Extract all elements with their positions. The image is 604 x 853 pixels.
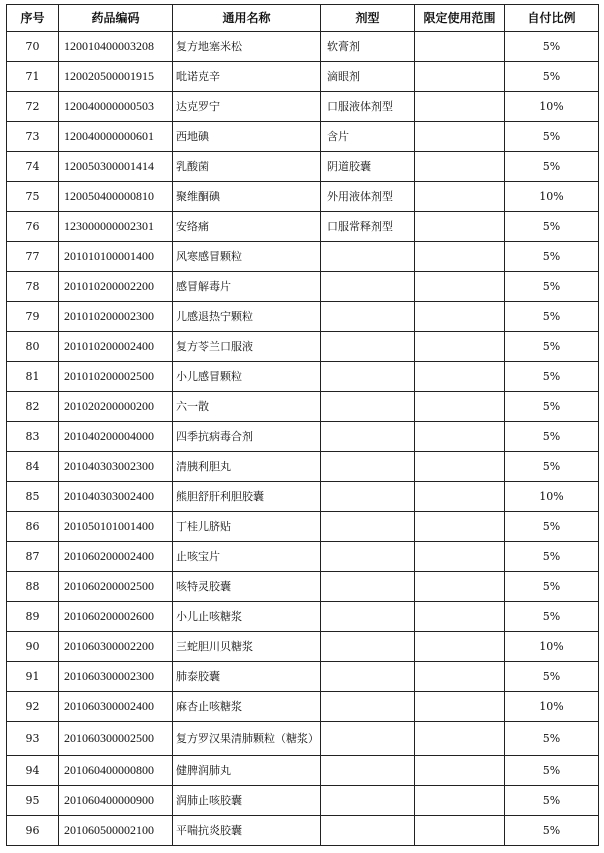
row-name: 儿感退热宁颗粒 xyxy=(173,302,321,332)
row-name: 润肺止咳胶囊 xyxy=(173,786,321,816)
row-name: 小儿止咳糖浆 xyxy=(173,602,321,632)
table-row xyxy=(7,122,599,152)
row-scope xyxy=(415,302,505,332)
row-code: 120020500001915 xyxy=(59,62,173,92)
row-no: 90 xyxy=(7,632,59,662)
row-scope xyxy=(415,212,505,242)
row-ratio: 5% xyxy=(505,722,599,756)
row-ratio: 10% xyxy=(505,182,599,212)
row-scope xyxy=(415,482,505,512)
row-ratio: 10% xyxy=(505,482,599,512)
row-code: 201040303002400 xyxy=(59,482,173,512)
row-no: 83 xyxy=(7,422,59,452)
table-row xyxy=(7,152,599,182)
row-form xyxy=(321,692,415,722)
table-row xyxy=(7,816,599,846)
table-row xyxy=(7,756,599,786)
row-ratio: 5% xyxy=(505,62,599,92)
row-code: 201010200002300 xyxy=(59,302,173,332)
row-form xyxy=(321,392,415,422)
row-scope xyxy=(415,572,505,602)
row-no: 85 xyxy=(7,482,59,512)
table-row xyxy=(7,212,599,242)
row-ratio: 5% xyxy=(505,662,599,692)
table-row xyxy=(7,92,599,122)
row-form xyxy=(321,786,415,816)
row-form xyxy=(321,756,415,786)
row-form xyxy=(321,572,415,602)
row-code: 201010200002200 xyxy=(59,272,173,302)
row-code: 120010400003208 xyxy=(59,32,173,62)
row-no: 93 xyxy=(7,722,59,756)
row-no: 78 xyxy=(7,272,59,302)
row-name: 三蛇胆川贝糖浆 xyxy=(173,632,321,662)
row-form: 软膏剂 xyxy=(321,32,415,62)
row-scope xyxy=(415,542,505,572)
row-form xyxy=(321,422,415,452)
row-no: 70 xyxy=(7,32,59,62)
row-code: 201040303002300 xyxy=(59,452,173,482)
row-name: 乳酸菌 xyxy=(173,152,321,182)
header-code: 药品编码 xyxy=(59,5,173,32)
row-ratio: 5% xyxy=(505,816,599,846)
row-scope xyxy=(415,786,505,816)
row-code: 120040000000601 xyxy=(59,122,173,152)
row-form xyxy=(321,272,415,302)
row-form xyxy=(321,332,415,362)
row-ratio: 10% xyxy=(505,632,599,662)
row-code: 201010200002400 xyxy=(59,332,173,362)
row-ratio: 5% xyxy=(505,332,599,362)
row-code: 201060200002400 xyxy=(59,542,173,572)
row-no: 71 xyxy=(7,62,59,92)
row-ratio: 5% xyxy=(505,392,599,422)
row-code: 201060300002500 xyxy=(59,722,173,756)
row-scope xyxy=(415,452,505,482)
table-row xyxy=(7,422,599,452)
row-form xyxy=(321,362,415,392)
row-form xyxy=(321,816,415,846)
row-scope xyxy=(415,662,505,692)
row-name: 六一散 xyxy=(173,392,321,422)
row-form xyxy=(321,542,415,572)
row-form xyxy=(321,602,415,632)
row-no: 95 xyxy=(7,786,59,816)
row-code: 123000000002301 xyxy=(59,212,173,242)
row-name: 吡诺克辛 xyxy=(173,62,321,92)
row-code: 120050300001414 xyxy=(59,152,173,182)
row-ratio: 5% xyxy=(505,362,599,392)
row-name: 小儿感冒颗粒 xyxy=(173,362,321,392)
row-name: 达克罗宁 xyxy=(173,92,321,122)
row-form: 外用液体剂型 xyxy=(321,182,415,212)
row-name: 麻杏止咳糖浆 xyxy=(173,692,321,722)
table-row xyxy=(7,542,599,572)
table-row xyxy=(7,452,599,482)
row-form xyxy=(321,512,415,542)
row-code: 201060200002600 xyxy=(59,602,173,632)
row-scope xyxy=(415,692,505,722)
row-no: 80 xyxy=(7,332,59,362)
row-ratio: 5% xyxy=(505,602,599,632)
row-form: 滴眼剂 xyxy=(321,62,415,92)
header-row xyxy=(7,5,599,32)
table-row xyxy=(7,302,599,332)
table-row xyxy=(7,392,599,422)
row-name: 安络痛 xyxy=(173,212,321,242)
row-scope xyxy=(415,422,505,452)
row-form: 阴道胶囊 xyxy=(321,152,415,182)
row-name: 清胰利胆丸 xyxy=(173,452,321,482)
row-code: 201010100001400 xyxy=(59,242,173,272)
row-ratio: 5% xyxy=(505,212,599,242)
row-form xyxy=(321,722,415,756)
row-scope xyxy=(415,182,505,212)
row-code: 201060300002300 xyxy=(59,662,173,692)
row-ratio: 5% xyxy=(505,786,599,816)
row-ratio: 5% xyxy=(505,32,599,62)
row-no: 86 xyxy=(7,512,59,542)
row-scope xyxy=(415,62,505,92)
row-no: 84 xyxy=(7,452,59,482)
row-no: 76 xyxy=(7,212,59,242)
drug-list-sheet xyxy=(6,4,598,849)
row-code: 201060200002500 xyxy=(59,572,173,602)
row-no: 92 xyxy=(7,692,59,722)
row-scope xyxy=(415,512,505,542)
row-no: 88 xyxy=(7,572,59,602)
table-row xyxy=(7,602,599,632)
row-scope xyxy=(415,242,505,272)
row-form: 口服液体剂型 xyxy=(321,92,415,122)
row-form xyxy=(321,482,415,512)
row-code: 201050101001400 xyxy=(59,512,173,542)
row-code: 201020200000200 xyxy=(59,392,173,422)
row-scope xyxy=(415,152,505,182)
row-scope xyxy=(415,602,505,632)
row-form: 含片 xyxy=(321,122,415,152)
row-name: 复方地塞米松 xyxy=(173,32,321,62)
table-row xyxy=(7,362,599,392)
row-no: 74 xyxy=(7,152,59,182)
row-no: 96 xyxy=(7,816,59,846)
table-row xyxy=(7,32,599,62)
row-code: 120040000000503 xyxy=(59,92,173,122)
row-form: 口服常释剂型 xyxy=(321,212,415,242)
row-name: 西地碘 xyxy=(173,122,321,152)
header-name: 通用名称 xyxy=(173,5,321,32)
row-name: 四季抗病毒合剂 xyxy=(173,422,321,452)
row-no: 77 xyxy=(7,242,59,272)
table-row xyxy=(7,632,599,662)
table-row xyxy=(7,272,599,302)
row-scope xyxy=(415,816,505,846)
row-scope xyxy=(415,722,505,756)
row-name: 风寒感冒颗粒 xyxy=(173,242,321,272)
row-name: 聚维酮碘 xyxy=(173,182,321,212)
table-row xyxy=(7,722,599,756)
table-row xyxy=(7,692,599,722)
row-ratio: 5% xyxy=(505,572,599,602)
row-ratio: 5% xyxy=(505,242,599,272)
row-name: 肺泰胶囊 xyxy=(173,662,321,692)
row-no: 75 xyxy=(7,182,59,212)
table-row xyxy=(7,786,599,816)
row-no: 94 xyxy=(7,756,59,786)
row-no: 82 xyxy=(7,392,59,422)
row-code: 201060300002400 xyxy=(59,692,173,722)
row-scope xyxy=(415,392,505,422)
row-ratio: 5% xyxy=(505,756,599,786)
drug-table xyxy=(6,4,599,846)
header-ratio: 自付比例 xyxy=(505,5,599,32)
row-no: 89 xyxy=(7,602,59,632)
row-no: 81 xyxy=(7,362,59,392)
row-name: 感冒解毒片 xyxy=(173,272,321,302)
header-scope: 限定使用范围 xyxy=(415,5,505,32)
table-row xyxy=(7,332,599,362)
row-ratio: 5% xyxy=(505,152,599,182)
row-scope xyxy=(415,272,505,302)
table-row xyxy=(7,62,599,92)
row-no: 79 xyxy=(7,302,59,332)
row-ratio: 5% xyxy=(505,302,599,332)
row-code: 201060500002100 xyxy=(59,816,173,846)
row-ratio: 10% xyxy=(505,92,599,122)
row-scope xyxy=(415,332,505,362)
row-form xyxy=(321,302,415,332)
table-row xyxy=(7,572,599,602)
row-scope xyxy=(415,32,505,62)
row-scope xyxy=(415,756,505,786)
row-code: 201060300002200 xyxy=(59,632,173,662)
row-ratio: 5% xyxy=(505,542,599,572)
row-form xyxy=(321,632,415,662)
header-form: 剂型 xyxy=(321,5,415,32)
row-form xyxy=(321,452,415,482)
row-ratio: 5% xyxy=(505,512,599,542)
row-ratio: 10% xyxy=(505,692,599,722)
row-ratio: 5% xyxy=(505,422,599,452)
row-name: 复方罗汉果清肺颗粒（糖浆） xyxy=(173,722,321,756)
row-no: 72 xyxy=(7,92,59,122)
row-ratio: 5% xyxy=(505,272,599,302)
row-code: 201060400000800 xyxy=(59,756,173,786)
row-name: 丁桂儿脐贴 xyxy=(173,512,321,542)
table-row xyxy=(7,512,599,542)
table-row xyxy=(7,242,599,272)
row-form xyxy=(321,662,415,692)
table-row xyxy=(7,482,599,512)
row-form xyxy=(321,242,415,272)
row-name: 咳特灵胶囊 xyxy=(173,572,321,602)
row-code: 120050400000810 xyxy=(59,182,173,212)
table-row xyxy=(7,662,599,692)
row-code: 201040200004000 xyxy=(59,422,173,452)
row-code: 201010200002500 xyxy=(59,362,173,392)
table-row xyxy=(7,182,599,212)
row-name: 平喘抗炎胶囊 xyxy=(173,816,321,846)
row-scope xyxy=(415,122,505,152)
row-ratio: 5% xyxy=(505,452,599,482)
row-scope xyxy=(415,92,505,122)
row-name: 止咳宝片 xyxy=(173,542,321,572)
row-ratio: 5% xyxy=(505,122,599,152)
row-scope xyxy=(415,632,505,662)
row-name: 复方苓兰口服液 xyxy=(173,332,321,362)
row-name: 熊胆舒肝利胆胶囊 xyxy=(173,482,321,512)
row-no: 87 xyxy=(7,542,59,572)
row-no: 73 xyxy=(7,122,59,152)
row-code: 201060400000900 xyxy=(59,786,173,816)
row-name: 健脾润肺丸 xyxy=(173,756,321,786)
header-no: 序号 xyxy=(7,5,59,32)
row-no: 91 xyxy=(7,662,59,692)
row-scope xyxy=(415,362,505,392)
